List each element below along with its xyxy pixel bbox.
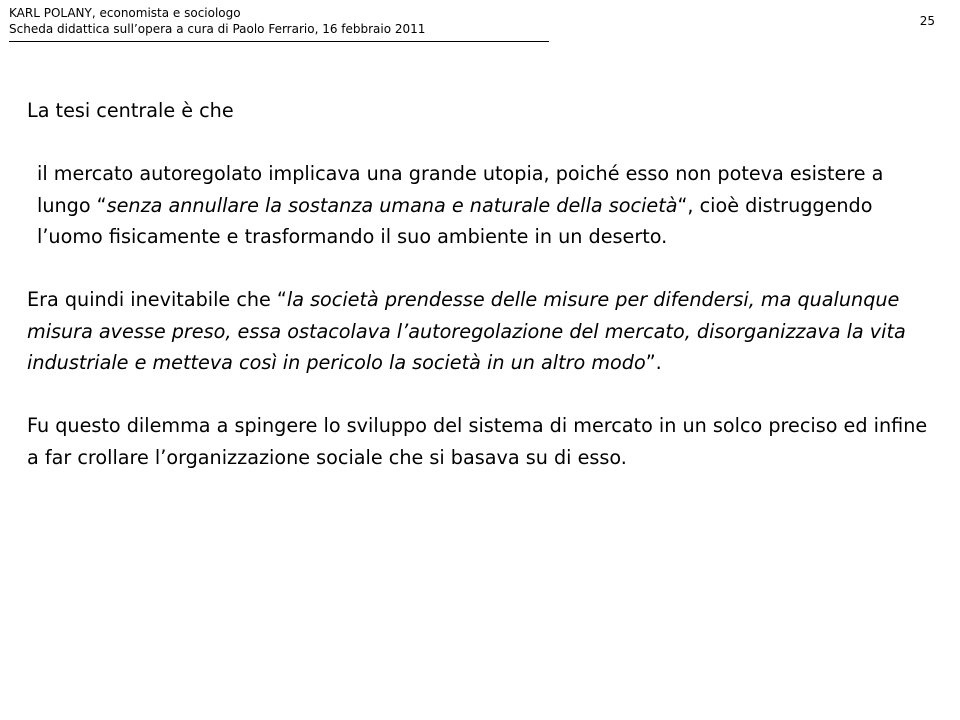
paragraph-1-text-b: “, cioè distruggendo l’uomo fisicamente e trasformando il suo ambiente in un deserto. — [37, 193, 873, 248]
paragraph-2-text-a: Era quindi inevitabile che “ — [27, 288, 287, 311]
paragraph-spacer — [27, 253, 932, 285]
paragraph-1-text-a: il mercato autoregolato implicava una grande utopia, poiché esso non poteva esistere a lungo “ — [37, 162, 884, 217]
paragraph-2 — [27, 284, 932, 379]
header-title: KARL POLANY, economista e sociologo — [9, 6, 241, 20]
slide-header — [9, 5, 549, 42]
paragraph-2-quote: la società prendesse delle misure per difendersi, ma qualunque misura avesse preso, essa ostacolava l’autoregolazione del mercato, disorganizzava la vita industriale e metteva così in pericolo la società in un altro modo — [27, 288, 906, 374]
header-subtitle: Scheda didattica sull’opera a cura di Paolo Ferrario, 16 febbraio 2011 — [9, 22, 426, 36]
intro-paragraph: La tesi centrale è che — [27, 99, 234, 122]
paragraph-1-quote: senza annullare la sostanza umana e naturale della società — [106, 193, 678, 217]
paragraph-3: Fu questo dilemma a spingere lo sviluppo del sistema di mercato in un solco preciso ed infine a far crollare l’organizzazione sociale che si basava su di esso. — [27, 414, 928, 469]
paragraph-spacer — [27, 379, 932, 411]
paragraph-1 — [27, 158, 932, 253]
paragraph-2-text-b: ”. — [645, 351, 662, 374]
page-number: 25 — [919, 14, 935, 28]
slide-body — [27, 95, 932, 473]
paragraph-spacer — [27, 127, 932, 159]
